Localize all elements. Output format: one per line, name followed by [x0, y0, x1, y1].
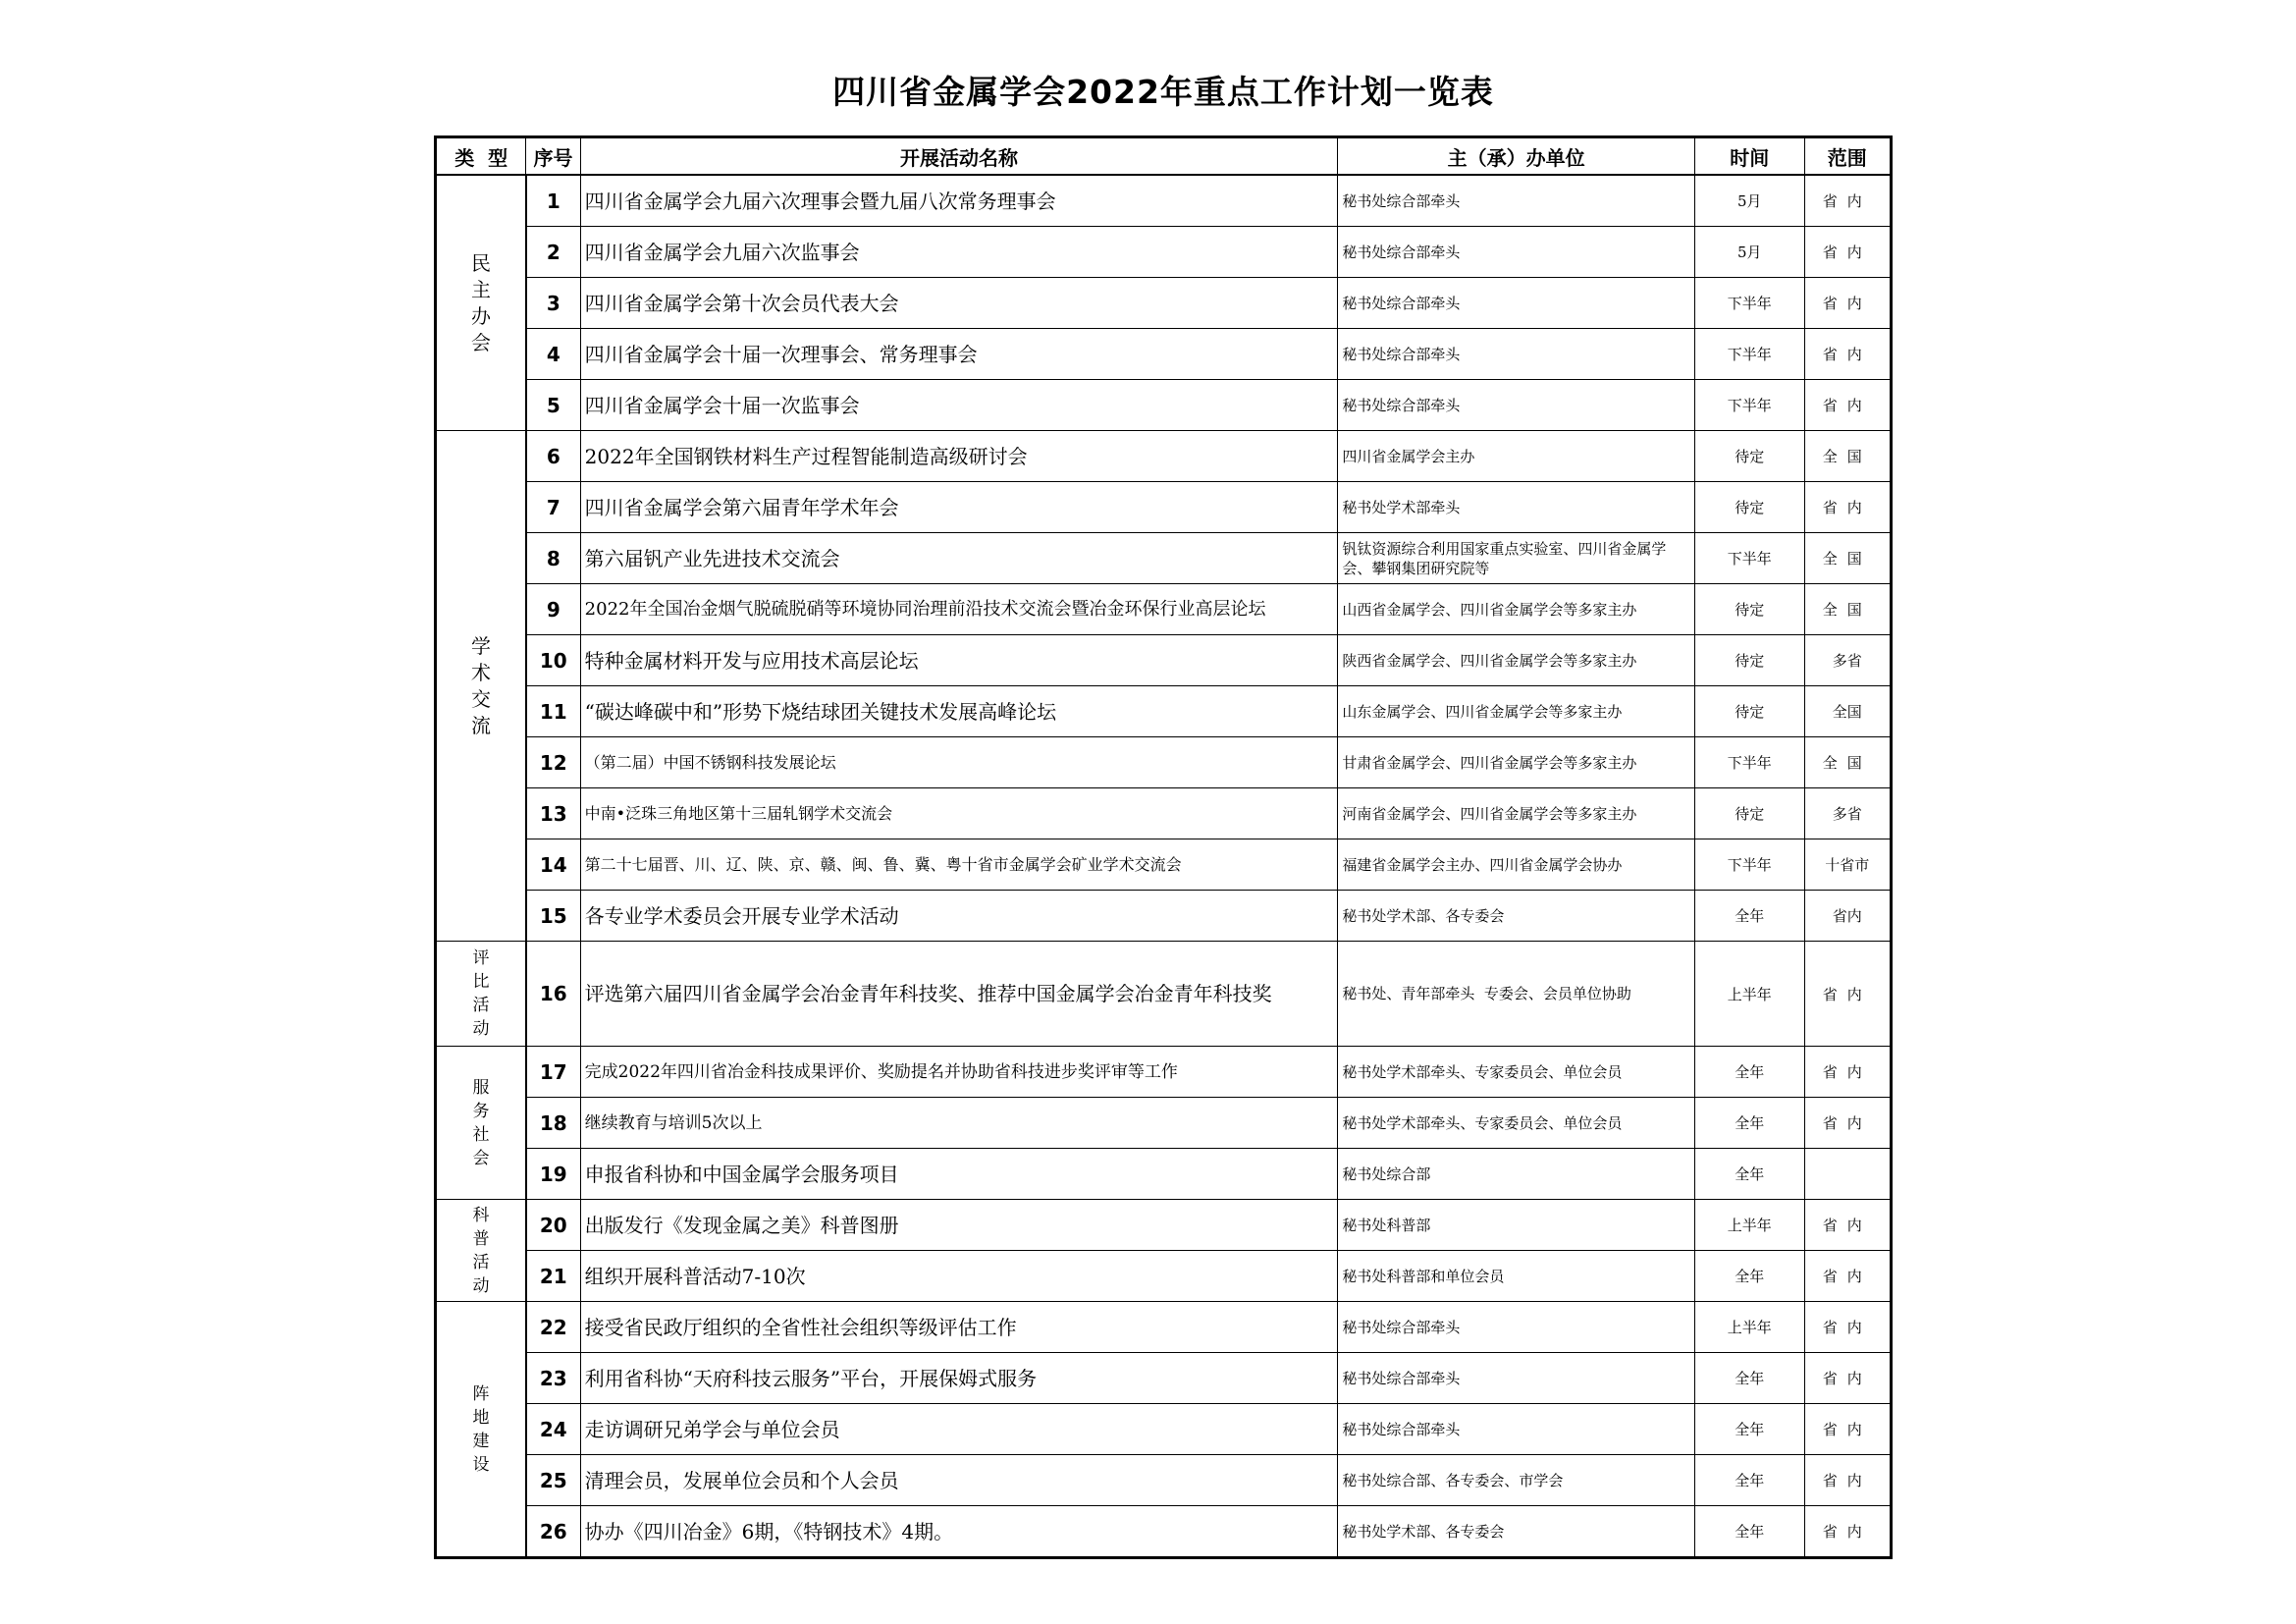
seq-cell: 23 — [526, 1353, 580, 1404]
table-row — [436, 1506, 1892, 1558]
seq-cell: 6 — [526, 431, 580, 482]
activity-cell: 第二十七届晋、川、辽、陕、京、赣、闽、鲁、冀、粤十省市金属学会矿业学术交流会 — [580, 839, 1338, 891]
seq-cell: 9 — [526, 584, 580, 635]
activity-cell: 四川省金属学会九届六次理事会暨九届八次常务理事会 — [580, 175, 1338, 227]
organizer-cell: 秘书处学术部、各专委会 — [1338, 1506, 1695, 1558]
table-row — [436, 839, 1892, 891]
time-cell: 待定 — [1695, 635, 1805, 686]
table-row — [436, 942, 1892, 1047]
organizer-cell: 秘书处、青年部牵头 专委会、会员单位协助 — [1338, 942, 1695, 1047]
table-row — [436, 686, 1892, 737]
time-cell: 下半年 — [1695, 278, 1805, 329]
scope-cell: 省内 — [1804, 278, 1891, 329]
seq-cell: 8 — [526, 533, 580, 584]
table-row — [436, 1353, 1892, 1404]
organizer-cell: 秘书处综合部、各专委会、市学会 — [1338, 1455, 1695, 1506]
time-cell: 全年 — [1695, 1353, 1805, 1404]
scope-cell: 省内 — [1804, 942, 1891, 1047]
scope-cell: 全国 — [1804, 686, 1891, 737]
time-cell: 下半年 — [1695, 839, 1805, 891]
activity-cell: 中南•泛珠三角地区第十三届轧钢学术交流会 — [580, 788, 1338, 839]
time-cell: 全年 — [1695, 1251, 1805, 1302]
table-row — [436, 533, 1892, 584]
header-time: 时间 — [1695, 137, 1805, 176]
header-seq: 序号 — [526, 137, 580, 176]
scope-cell: 多省 — [1804, 788, 1891, 839]
group-cell: 服务社会 — [436, 1047, 526, 1200]
activity-cell: 继续教育与培训5次以上 — [580, 1098, 1338, 1149]
time-cell: 全年 — [1695, 1506, 1805, 1558]
activity-cell: 各专业学术委员会开展专业学术活动 — [580, 891, 1338, 942]
table-row — [436, 431, 1892, 482]
organizer-cell: 秘书处学术部牵头 — [1338, 482, 1695, 533]
scope-cell: 省内 — [1804, 175, 1891, 227]
time-cell: 待定 — [1695, 686, 1805, 737]
time-cell: 待定 — [1695, 584, 1805, 635]
organizer-cell: 钒钛资源综合利用国家重点实验室、四川省金属学会、攀钢集团研究院等 — [1338, 533, 1695, 584]
scope-cell: 省内 — [1804, 1047, 1891, 1098]
scope-cell — [1804, 1149, 1891, 1200]
time-cell: 全年 — [1695, 1098, 1805, 1149]
table-row — [436, 1098, 1892, 1149]
group-cell: 学术交流 — [436, 431, 526, 942]
seq-cell: 24 — [526, 1404, 580, 1455]
header-name: 开展活动名称 — [580, 137, 1338, 176]
table-row — [436, 1251, 1892, 1302]
activity-cell: 协办《四川冶金》6期，《特钢技术》4期。 — [580, 1506, 1338, 1558]
organizer-cell: 秘书处综合部牵头 — [1338, 380, 1695, 431]
group-cell: 评比活动 — [436, 942, 526, 1047]
organizer-cell: 秘书处综合部牵头 — [1338, 278, 1695, 329]
table-row — [436, 329, 1892, 380]
organizer-cell: 秘书处综合部牵头 — [1338, 227, 1695, 278]
scope-cell: 省内 — [1804, 1098, 1891, 1149]
table-row — [436, 482, 1892, 533]
table-row — [436, 788, 1892, 839]
organizer-cell: 秘书处综合部 — [1338, 1149, 1695, 1200]
work-plan-table — [434, 135, 1893, 1559]
organizer-cell: 秘书处综合部牵头 — [1338, 175, 1695, 227]
scope-cell: 省内 — [1804, 1200, 1891, 1251]
scope-cell: 省内 — [1804, 482, 1891, 533]
page-title: 四川省金属学会2022年重点工作计划一览表 — [832, 73, 1494, 111]
scope-cell: 省内 — [1804, 227, 1891, 278]
table-row — [436, 278, 1892, 329]
header-scope: 范围 — [1804, 137, 1891, 176]
scope-cell: 省内 — [1804, 1404, 1891, 1455]
table-row — [436, 1455, 1892, 1506]
seq-cell: 7 — [526, 482, 580, 533]
seq-cell: 22 — [526, 1302, 580, 1353]
seq-cell: 14 — [526, 839, 580, 891]
scope-cell: 省内 — [1804, 1251, 1891, 1302]
organizer-cell: 山东金属学会、四川省金属学会等多家主办 — [1338, 686, 1695, 737]
table-row — [436, 737, 1892, 788]
seq-cell: 15 — [526, 891, 580, 942]
time-cell: 下半年 — [1695, 737, 1805, 788]
table-row — [436, 1302, 1892, 1353]
time-cell: 待定 — [1695, 431, 1805, 482]
time-cell: 待定 — [1695, 788, 1805, 839]
seq-cell: 10 — [526, 635, 580, 686]
scope-cell: 省内 — [1804, 380, 1891, 431]
seq-cell: 18 — [526, 1098, 580, 1149]
seq-cell: 4 — [526, 329, 580, 380]
scope-cell: 十省市 — [1804, 839, 1891, 891]
table-row — [436, 1047, 1892, 1098]
scope-cell: 省内 — [1804, 1455, 1891, 1506]
table-row — [436, 380, 1892, 431]
organizer-cell: 甘肃省金属学会、四川省金属学会等多家主办 — [1338, 737, 1695, 788]
activity-cell: 利用省科协“天府科技云服务”平台，开展保姆式服务 — [580, 1353, 1338, 1404]
time-cell: 下半年 — [1695, 329, 1805, 380]
activity-cell: 完成2022年四川省冶金科技成果评价、奖励提名并协助省科技进步奖评审等工作 — [580, 1047, 1338, 1098]
organizer-cell: 秘书处科普部 — [1338, 1200, 1695, 1251]
activity-cell: 四川省金属学会第十次会员代表大会 — [580, 278, 1338, 329]
organizer-cell: 秘书处综合部牵头 — [1338, 1404, 1695, 1455]
time-cell: 全年 — [1695, 1404, 1805, 1455]
scope-cell: 全国 — [1804, 584, 1891, 635]
organizer-cell: 陕西省金属学会、四川省金属学会等多家主办 — [1338, 635, 1695, 686]
table-row — [436, 227, 1892, 278]
activity-cell: 出版发行《发现金属之美》科普图册 — [580, 1200, 1338, 1251]
seq-cell: 19 — [526, 1149, 580, 1200]
scope-cell: 省内 — [1804, 1506, 1891, 1558]
scope-cell: 省内 — [1804, 329, 1891, 380]
activity-cell: 四川省金属学会十届一次理事会、常务理事会 — [580, 329, 1338, 380]
scope-cell: 全国 — [1804, 533, 1891, 584]
organizer-cell: 四川省金属学会主办 — [1338, 431, 1695, 482]
time-cell: 全年 — [1695, 1455, 1805, 1506]
seq-cell: 16 — [526, 942, 580, 1047]
group-cell: 阵地建设 — [436, 1302, 526, 1558]
table-row — [436, 1149, 1892, 1200]
activity-cell: （第二届）中国不锈钢科技发展论坛 — [580, 737, 1338, 788]
activity-cell: 评选第六届四川省金属学会冶金青年科技奖、推荐中国金属学会冶金青年科技奖 — [580, 942, 1338, 1047]
time-cell: 上半年 — [1695, 1200, 1805, 1251]
header-org: 主（承）办单位 — [1338, 137, 1695, 176]
time-cell: 5月 — [1695, 175, 1805, 227]
activity-cell: 2022年全国钢铁材料生产过程智能制造高级研讨会 — [580, 431, 1338, 482]
scope-cell: 多省 — [1804, 635, 1891, 686]
scope-cell: 省内 — [1804, 1353, 1891, 1404]
time-cell: 待定 — [1695, 482, 1805, 533]
scope-cell: 省内 — [1804, 891, 1891, 942]
seq-cell: 25 — [526, 1455, 580, 1506]
seq-cell: 11 — [526, 686, 580, 737]
organizer-cell: 秘书处学术部牵头、专家委员会、单位会员 — [1338, 1098, 1695, 1149]
activity-cell: 2022年全国冶金烟气脱硫脱硝等环境协同治理前沿技术交流会暨冶金环保行业高层论坛 — [580, 584, 1338, 635]
organizer-cell: 秘书处学术部、各专委会 — [1338, 891, 1695, 942]
organizer-cell: 秘书处学术部牵头、专家委员会、单位会员 — [1338, 1047, 1695, 1098]
table-row — [436, 891, 1892, 942]
time-cell: 全年 — [1695, 1047, 1805, 1098]
seq-cell: 17 — [526, 1047, 580, 1098]
time-cell: 5月 — [1695, 227, 1805, 278]
scope-cell: 省内 — [1804, 1302, 1891, 1353]
scope-cell: 全国 — [1804, 737, 1891, 788]
seq-cell: 21 — [526, 1251, 580, 1302]
table-row — [436, 1404, 1892, 1455]
seq-cell: 5 — [526, 380, 580, 431]
scope-cell: 全国 — [1804, 431, 1891, 482]
header-type: 类 型 — [436, 137, 526, 176]
table-row — [436, 1200, 1892, 1251]
seq-cell: 1 — [526, 175, 580, 227]
seq-cell: 20 — [526, 1200, 580, 1251]
table-row — [436, 635, 1892, 686]
organizer-cell: 秘书处综合部牵头 — [1338, 329, 1695, 380]
activity-cell: 四川省金属学会九届六次监事会 — [580, 227, 1338, 278]
time-cell: 上半年 — [1695, 1302, 1805, 1353]
activity-cell: 第六届钒产业先进技术交流会 — [580, 533, 1338, 584]
organizer-cell: 秘书处科普部和单位会员 — [1338, 1251, 1695, 1302]
time-cell: 下半年 — [1695, 380, 1805, 431]
organizer-cell: 秘书处综合部牵头 — [1338, 1353, 1695, 1404]
activity-cell: 组织开展科普活动7-10次 — [580, 1251, 1338, 1302]
activity-cell: “碳达峰碳中和”形势下烧结球团关键技术发展高峰论坛 — [580, 686, 1338, 737]
time-cell: 全年 — [1695, 1149, 1805, 1200]
seq-cell: 13 — [526, 788, 580, 839]
activity-cell: 走访调研兄弟学会与单位会员 — [580, 1404, 1338, 1455]
organizer-cell: 福建省金属学会主办、四川省金属学会协办 — [1338, 839, 1695, 891]
activity-cell: 特种金属材料开发与应用技术高层论坛 — [580, 635, 1338, 686]
activity-cell: 申报省科协和中国金属学会服务项目 — [580, 1149, 1338, 1200]
table-row — [436, 175, 1892, 227]
seq-cell: 3 — [526, 278, 580, 329]
group-cell: 民主办会 — [436, 175, 526, 431]
organizer-cell: 山西省金属学会、四川省金属学会等多家主办 — [1338, 584, 1695, 635]
time-cell: 下半年 — [1695, 533, 1805, 584]
table-header-row — [436, 137, 1892, 176]
table-row — [436, 584, 1892, 635]
organizer-cell: 秘书处综合部牵头 — [1338, 1302, 1695, 1353]
activity-cell: 接受省民政厅组织的全省性社会组织等级评估工作 — [580, 1302, 1338, 1353]
seq-cell: 26 — [526, 1506, 580, 1558]
seq-cell: 12 — [526, 737, 580, 788]
group-cell: 科普活动 — [436, 1200, 526, 1302]
seq-cell: 2 — [526, 227, 580, 278]
organizer-cell: 河南省金属学会、四川省金属学会等多家主办 — [1338, 788, 1695, 839]
activity-cell: 四川省金属学会第六届青年学术年会 — [580, 482, 1338, 533]
activity-cell: 清理会员，发展单位会员和个人会员 — [580, 1455, 1338, 1506]
time-cell: 全年 — [1695, 891, 1805, 942]
time-cell: 上半年 — [1695, 942, 1805, 1047]
activity-cell: 四川省金属学会十届一次监事会 — [580, 380, 1338, 431]
